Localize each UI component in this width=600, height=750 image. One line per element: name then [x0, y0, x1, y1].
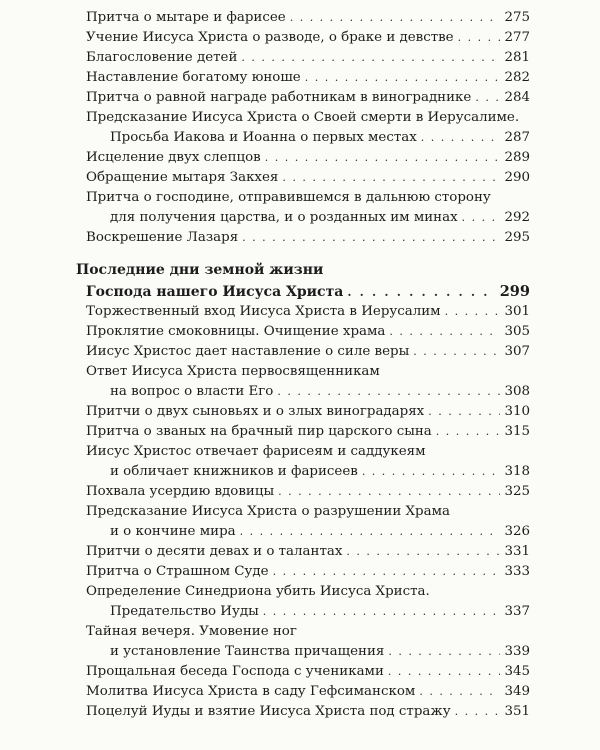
toc-entry[interactable] [86, 622, 530, 662]
toc-entry-page-number: 351 [504, 704, 530, 719]
toc-entry-page-number: 318 [504, 464, 530, 479]
toc-entry-continuation-line [86, 382, 530, 402]
toc-entry-title: Учение Иисуса Христа о разводе, о браке и девстве [86, 30, 454, 45]
toc-entry-page-number: 349 [504, 684, 530, 699]
toc-entry-title: Благословение детей [86, 50, 238, 65]
toc-entry-title: Иисус Христос отвечает фарисеям и саддукеям [86, 444, 426, 459]
dot-leader [458, 28, 501, 48]
toc-entry-line [86, 342, 530, 362]
toc-entry[interactable] [86, 342, 530, 362]
dot-leader [475, 88, 500, 108]
toc-entry-page-number: 284 [504, 90, 530, 105]
dot-leader [241, 48, 500, 68]
toc-entry[interactable] [86, 68, 530, 88]
toc-entry-page-number: 308 [504, 384, 530, 399]
toc-entry-page-number: 290 [504, 170, 530, 185]
toc-entry[interactable] [86, 702, 530, 722]
toc-entry-line [86, 48, 530, 68]
table-of-contents [76, 8, 530, 722]
toc-entry-line [86, 442, 530, 462]
dot-leader [278, 482, 500, 502]
toc-entry-page-number: 333 [504, 564, 530, 579]
toc-entry[interactable] [86, 662, 530, 682]
toc-entry[interactable] [86, 148, 530, 168]
section-spacer [86, 248, 530, 260]
toc-list-section-entries [86, 302, 530, 722]
dot-leader [277, 382, 500, 402]
toc-entry-title: Проклятие смоковницы. Очищение храма [86, 324, 386, 339]
toc-entry-title: Притчи о двух сыновьях и о злых виноградарях [86, 404, 425, 419]
toc-entry-title: Притча о господине, отправившемся в дальнюю сторону [86, 190, 491, 205]
toc-entry[interactable] [86, 302, 530, 322]
toc-entry-title-continuation: Предательство Иуды [110, 604, 259, 619]
dot-leader [242, 228, 500, 248]
toc-entry-line [86, 622, 530, 642]
toc-entry-line [86, 502, 530, 522]
dot-leader [290, 8, 501, 28]
toc-entry[interactable] [86, 482, 530, 502]
toc-entry-page-number: 292 [504, 210, 530, 225]
toc-entry-page-number: 287 [504, 130, 530, 145]
toc-entry-page-number: 307 [504, 344, 530, 359]
toc-entry-page-number: 281 [504, 50, 530, 65]
toc-entry-page-number: 289 [504, 150, 530, 165]
toc-entry-line [86, 168, 530, 188]
dot-leader [428, 402, 500, 422]
toc-entry-title: Поцелуй Иуды и взятие Иисуса Христа под стражу [86, 704, 451, 719]
toc-entry-line [86, 682, 530, 702]
toc-entry-line [86, 702, 530, 722]
toc-entry[interactable] [86, 562, 530, 582]
dot-leader [240, 522, 501, 542]
dot-leader [462, 208, 501, 228]
dot-leader [282, 168, 500, 188]
dot-leader [263, 602, 501, 622]
toc-entry-line [86, 562, 530, 582]
dot-leader [419, 682, 500, 702]
toc-entry-title: Ответ Иисуса Христа первосвященникам [86, 364, 380, 379]
toc-entry-title-continuation: Просьба Иакова и Иоанна о первых местах [110, 130, 417, 145]
toc-entry-title: Притча о званых на брачный пир царского сына [86, 424, 432, 439]
toc-entry-title: Притчи о десяти девах и о талантах [86, 544, 343, 559]
toc-entry-title: Предсказание Иисуса Христа о Своей смерти в Иерусалиме. [86, 110, 520, 125]
dot-leader [388, 662, 501, 682]
toc-entry[interactable] [86, 442, 530, 482]
toc-entry-line [86, 362, 530, 382]
toc-entry[interactable] [86, 28, 530, 48]
dot-leader [389, 322, 500, 342]
toc-entry-page-number: 282 [504, 70, 530, 85]
dot-leader [413, 342, 500, 362]
toc-entry-title: Предсказание Иисуса Христа о разрушении Храма [86, 504, 451, 519]
dot-leader [455, 702, 501, 722]
toc-entry-page-number: 277 [504, 30, 530, 45]
toc-entry-page-number: 331 [504, 544, 530, 559]
toc-entry-title-continuation: на вопрос о власти Его [110, 384, 274, 399]
toc-entry-line [86, 322, 530, 342]
toc-entry-title: Притча о мытаре и фарисее [86, 10, 286, 25]
toc-entry-continuation-line [86, 522, 530, 542]
toc-entry-line [86, 68, 530, 88]
toc-entry-line [86, 108, 530, 128]
section-heading-line1[interactable] [76, 260, 530, 281]
toc-entry-title: Молитва Иисуса Христа в саду Гефсиманском [86, 684, 416, 699]
toc-entry-title: Исцеление двух слепцов [86, 150, 261, 165]
toc-entry-continuation-line [86, 462, 530, 482]
dot-leader [347, 282, 495, 303]
toc-entry[interactable] [86, 582, 530, 622]
toc-entry[interactable] [86, 48, 530, 68]
toc-entry-line [86, 482, 530, 502]
toc-entry-title-continuation: и обличает книжников и фарисеев [110, 464, 358, 479]
toc-entry-continuation-line [86, 208, 530, 228]
section-heading-line2[interactable] [86, 281, 530, 302]
toc-entry-title: Притча о Страшном Суде [86, 564, 269, 579]
section-title-line1: Последние дни земной жизни [76, 262, 324, 278]
toc-entry-line [86, 188, 530, 208]
toc-entry-page-number: 295 [504, 230, 530, 245]
toc-entry-continuation-line [86, 128, 530, 148]
toc-entry[interactable] [86, 108, 530, 148]
toc-entry-title-continuation: и установление Таинства причащения [110, 644, 385, 659]
toc-entry-line [86, 88, 530, 108]
toc-entry-title: Иисус Христос дает наставление о силе веры [86, 344, 410, 359]
toc-entry-continuation-line [86, 602, 530, 622]
dot-leader [305, 68, 501, 88]
toc-entry[interactable] [86, 88, 530, 108]
dot-leader [436, 422, 501, 442]
toc-entry[interactable] [86, 322, 530, 342]
section-page-number: 299 [499, 283, 530, 300]
toc-entry-page-number: 315 [504, 424, 530, 439]
toc-entry-page-number: 339 [504, 644, 530, 659]
toc-entry-title-continuation: для получения царства, и о розданных им минах [110, 210, 458, 225]
toc-entry-title: Притча о равной награде работникам в винограднике [86, 90, 472, 105]
toc-entry-page-number: 325 [504, 484, 530, 499]
toc-entry-continuation-line [86, 642, 530, 662]
toc-entry-line [86, 228, 530, 248]
toc-entry-title: Торжественный вход Иисуса Христа в Иерусалим [86, 304, 441, 319]
toc-entry-title: Прощальная беседа Господа с учениками [86, 664, 384, 679]
toc-entry[interactable] [86, 542, 530, 562]
toc-entry[interactable] [86, 422, 530, 442]
toc-entry-page-number: 345 [504, 664, 530, 679]
dot-leader [362, 462, 501, 482]
toc-entry-page-number: 310 [504, 404, 530, 419]
toc-entry-page-number: 326 [504, 524, 530, 539]
toc-entry-title: Похвала усердию вдовицы [86, 484, 275, 499]
toc-entry-title: Наставление богатому юноше [86, 70, 301, 85]
toc-entry-page-number: 337 [504, 604, 530, 619]
dot-leader [273, 562, 501, 582]
toc-entry-line [86, 542, 530, 562]
toc-entry-page-number: 305 [504, 324, 530, 339]
dot-leader [346, 542, 500, 562]
toc-entry[interactable] [86, 682, 530, 702]
toc-entry[interactable] [86, 168, 530, 188]
toc-entry[interactable] [86, 8, 530, 28]
toc-entry-line [86, 302, 530, 322]
toc-entry-title-continuation: и о кончине мира [110, 524, 236, 539]
toc-entry-line [86, 148, 530, 168]
toc-entry-title: Определение Синедриона убить Иисуса Христа. [86, 584, 430, 599]
toc-entry-line [86, 28, 530, 48]
toc-entry[interactable] [86, 362, 530, 402]
toc-entry-title: Обращение мытаря Закхея [86, 170, 279, 185]
toc-entry[interactable] [86, 402, 530, 422]
section-title-line2: Господа нашего Иисуса Христа [86, 284, 344, 300]
toc-entry[interactable] [86, 228, 530, 248]
toc-list-before-section [86, 8, 530, 248]
toc-entry-page-number: 275 [504, 10, 530, 25]
toc-entry-title: Воскрешение Лазаря [86, 230, 239, 245]
toc-entry-line [86, 402, 530, 422]
dot-leader [445, 302, 501, 322]
toc-entry[interactable] [86, 502, 530, 542]
toc-entry-line [86, 8, 530, 28]
toc-entry[interactable] [86, 188, 530, 228]
dot-leader [421, 128, 501, 148]
toc-entry-page-number: 301 [504, 304, 530, 319]
toc-entry-line [86, 662, 530, 682]
toc-entry-title: Тайная вечеря. Умовение ног [86, 624, 297, 639]
dot-leader [265, 148, 501, 168]
toc-entry-line [86, 582, 530, 602]
toc-entry-line [86, 422, 530, 442]
dot-leader [388, 642, 500, 662]
